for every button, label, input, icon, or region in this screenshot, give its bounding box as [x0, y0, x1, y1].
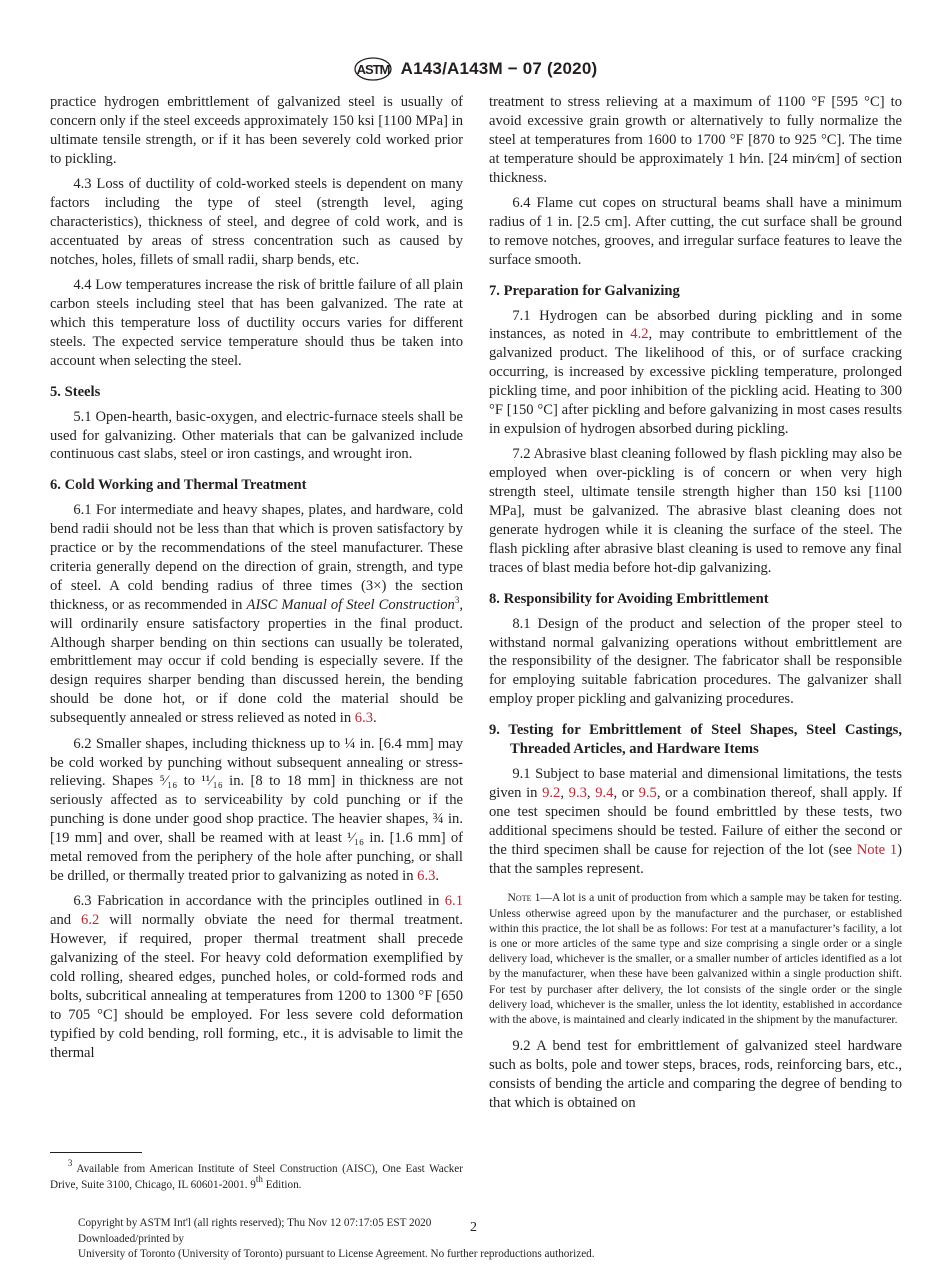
paragraph-4-2-continued: practice hydrogen embrittlement of galvanized steel is usually of concern only if the steel exceeds approximately 150 ksi [1100 MPa] in ultimate tensile strength, or if it has been severely cold worked prior to pickling. [50, 94, 463, 167]
copyright-footer [78, 1216, 595, 1263]
note-label: Note [507, 891, 532, 905]
document-designation: A143/A143M − 07 (2020) [400, 59, 598, 78]
paragraph-4-4: 4.4 Low temperatures increase the risk of brittle failure of all plain carbon steels including steel that has been galvanized. The rate at which this temperature loss of ductility occurs varies for different steels. The expected service temperature should thus be taken into account when selecting the steel. [50, 277, 463, 369]
paragraph-6-3: 6.3 Fabrication in accordance with the principles outlined in 6.1 and 6.2 will normally obviate the need for thermal treatment. However, if required, proper thermal treatment shall precede galvanizing of the steel. For heavy cold deformation exemplified by cold rolling, sheared edges, punched holes, or cold-formed rods and bolts, subcritical annealing at temperatures from 1200 to 1300 °F [650 to 705 °C] should be employed. For less severe cold deformation typified by cold bending, roll forming, etc., it is advisable to limit the thermal [50, 893, 463, 1061]
link-note-1[interactable]: Note 1 [856, 841, 898, 858]
paragraph-7-2: 7.2 Abrasive blast cleaning followed by flash pickling may also be employed when over-pickling is of concern or when very high strength steel, ultimate tensile strength higher than 150 ksi [1100 MPa], must be galvanized. The abrasive blast cleaning does not generate hydrogen while it is cleaning the surface of the steel. The flash pickling after abrasive blast cleaning is used to remove any final traces of blast media before hot-dip galvanizing. [489, 446, 902, 576]
paragraph-7-1: 7.1 Hydrogen can be absorbed during pickling and in some instances, as noted in 4.2, may contribute to embrittlement of the galvanized product. The likelihood of this, or of surface cracking occurring, is increased by excessive pickling temperature, prolonged pickling time, and poor inhibition of the pickling acid. Heating to 300 °F [150 °C] after pickling and before galvanizing in most cases results in expulsion of hydrogen absorbed during pickling. [489, 307, 903, 437]
link-4-2[interactable]: 4.2 [630, 326, 649, 343]
note-1: Note 1—A lot is a unit of production from which a sample may be taken for testing. Unless otherwise agreed upon by the manufacturer and the purchaser, or established within this practice, the lot shall be as follows: For test at a manufacturer’s facility, a lot is one or more articles of the same type and size comprising a single order or a single delivery load, whichever is the smaller, or a smaller number of articles identified as a lot by the manufacturer, when these have been galvanized within a single production shift. For test by purchaser after delivery, the lot consists of the single order or the single delivery load, whichever is the smaller, unless the lot identity, established in accordance with the above, is maintained and clearly indicated in the shipment by the manufacturer. [489, 891, 902, 1027]
paragraph-9-2: 9.2 A bend test for embrittlement of galvanized steel hardware such as bolts, pole and tower steps, braces, rods, reinforcing bars, etc., consists of bending the article and comparing the degree of bending to that which is obtained on [489, 1038, 902, 1111]
copyright-line: Copyright by ASTM Int'l (all rights reserved); Thu Nov 12 07:17:05 EST 2020 [78, 1217, 432, 1229]
paragraph-6-1: 6.1 For intermediate and heavy shapes, plates, and hardware, cold bend radii should not be less than that which is proven satisfactory by practice or by the recommendations of the steel manufacturer. These criteria generally depend on the direction of grain, strength, and type of steel. A cold bending radius of three times (3×) the section thickness, or as recommended in AISC Manual of Steel Construction$^3$, will ordinarily ensure satisfactory properties in the final product. Although sharper bending on thin sections can usually be tolerated, embrittlement may occur if cold bending is especially severe. If the design requires sharper bending than discussed herein, the bending should be done hot, or if done cold the material should be subsequently annealed or stress relieved as noted in 6.3. [50, 502, 464, 727]
link-6-3[interactable]: 6.3 [354, 710, 374, 727]
paragraph-6-3-continued: treatment to stress relieving at a maximum of 1100 °F [595 °C] to avoid excessive grain growth or alternatively to fully normalize the steel at temperatures from 1600 to 1700 °F [870 to 925 °C]. The time at temperature should be approximately 1 h⁄in. [24 min⁄cm] of section thickness. [489, 94, 902, 186]
page-number: 2 [470, 1220, 477, 1235]
link-6-3[interactable]: 6.3 [417, 867, 436, 884]
paragraph-4-3: 4.3 Loss of ductility of cold-worked steels is dependent on many factors including the type of steel (strength level, aging characteristics), thickness of steel, and degree of cold work, and is accentuated by areas of stress concentration such as caused by notches, holes, fillets of small radii, sharp bends, etc. [50, 176, 463, 268]
footnote-ref-3[interactable]: 3 [454, 594, 460, 605]
section-5-heading: 5. Steels [50, 383, 101, 400]
footnote-divider [50, 1152, 142, 1153]
section-7-heading: 7. Preparation for Galvanizing [489, 282, 680, 299]
svg-text:ASTM: ASTM [356, 62, 390, 77]
paragraph-6-4: 6.4 Flame cut copes on structural beams shall have a minimum radius of 1 in. [2.5 cm]. After cutting, the cut surface shall be ground to remove notches, grooves, and irregular surface features to leave the surface smooth. [489, 195, 902, 268]
left-column [50, 93, 463, 1069]
paragraph-8-1: 8.1 Design of the product and selection of the proper steel to withstand normal galvanizing operations without embrittlement are the responsibility of the designer. The fabricator shall be responsible for employing suitable fabrication procedures. The galvanizer shall employ proper pickling and galvanizing procedures. [489, 615, 902, 708]
link-9-5[interactable]: 9.5 [638, 784, 657, 801]
paragraph-5-1: 5.1 Open-hearth, basic-oxygen, and electric-furnace steels shall be used for galvanizing. Other materials that can be galvanized include continuous cast slabs, steel or iron castings, and wrought iron. [50, 408, 463, 463]
paragraph-6-2: 6.2 Smaller shapes, including thickness up to ¼ in. [6.4 mm] may be cold worked by punching without subsequent annealing or stress-relieving. Shapes ⁵⁄₁₆ to ¹¹⁄₁₆ in. [8 to 18 mm] in thickness are not seriously affected as to serviceability by cold punching or if the punching is done under good shop practice. The heavier shapes, ¾ in. [19 mm] and over, shall be reamed with at least ¹⁄₁₆ in. [1.6 mm] of metal removed from the periphery of the hole after punching, or shall be drilled, or thermally treated prior to galvanizing as noted in 6.3. [50, 735, 463, 884]
footnote-3: $^3$ Available from American Institute of Steel Construction (AISC), One East Wacker Drive, Suite 3100, Chicago, IL 60601-2001. 9th Edition. [50, 1158, 463, 1191]
link-6-2[interactable]: 6.2 [81, 912, 100, 929]
section-8-heading: 8. Responsibility for Avoiding Embrittlement [489, 590, 769, 607]
link-9-3[interactable]: 9.3 [568, 784, 587, 801]
section-9-heading: 9. Testing for Embrittlement of Steel Shapes, Steel Castings, Threaded Articles, and Hardware Items [489, 722, 902, 758]
astm-logo-icon [353, 56, 393, 82]
link-9-2[interactable]: 9.2 [542, 784, 561, 801]
link-9-4[interactable]: 9.4 [595, 784, 614, 801]
link-6-1[interactable]: 6.1 [444, 893, 463, 910]
downloaded-line: Downloaded/printed by [78, 1232, 184, 1245]
license-line: University of Toronto (University of Toronto) pursuant to License Agreement. No further reproductions authorized. [78, 1248, 595, 1260]
aisc-manual-title: AISC Manual of Steel Construction [246, 596, 455, 613]
paragraph-9-1: 9.1 Subject to base material and dimensional limitations, the tests given in 9.2, 9.3, 9.4, or 9.5, or a combination thereof, shall apply. If one test specimen should be found embrittled by these tests, two additional specimens should be tested. Failure of either the second or the third specimen shall be cause for rejection of the lot (see Note 1) that the samples represent. [489, 766, 903, 877]
section-6-heading: 6. Cold Working and Thermal Treatment [50, 477, 307, 494]
right-column [489, 93, 902, 1119]
page-header [0, 56, 950, 82]
